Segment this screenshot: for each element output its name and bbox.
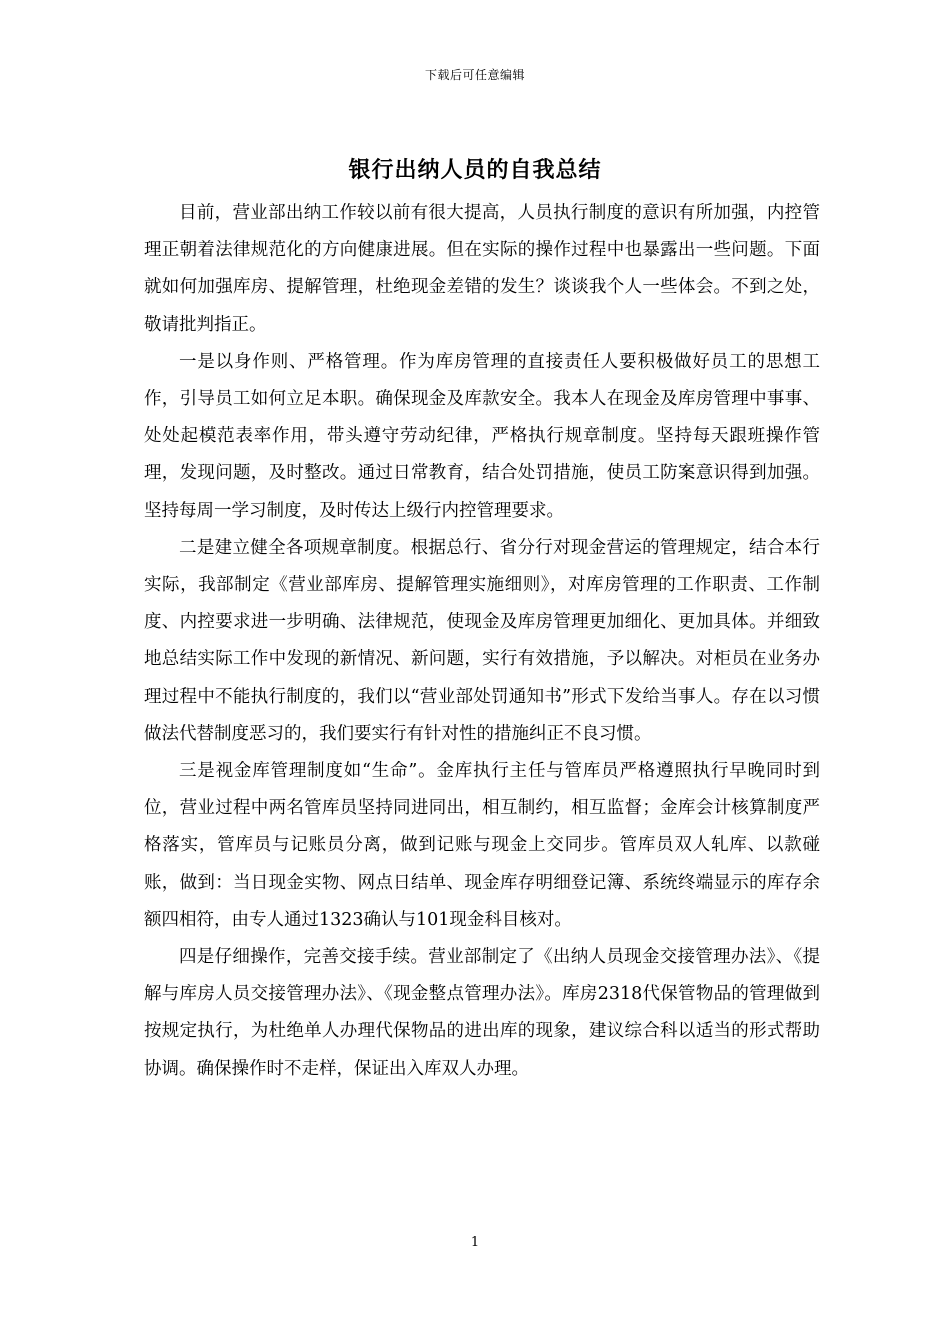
page-header-note: 下载后可任意编辑 (424, 68, 525, 82)
document-title: 银行出纳人员的自我总结 (348, 158, 602, 183)
paragraph-one: 一是以身作则、严格管理。作为库房管理的直接责任人要积极做好员工的思想工作，引导员工如何立足本职。确保现金及库款安全。我本人在现金及库房管理中事事、处处起模范表率作用，带头遵守劳动纪律，严格执行规章制度。坚持每天跟班操作管理，发现问题，及时整改。通过日常教育，结合处罚措施，使员工防案意识得到加强。坚持每周一学习制度，及时传达上级行内控管理要求。 (144, 351, 820, 521)
paragraph-four: 四是仔细操作，完善交接手续。营业部制定了《出纳人员现金交接管理办法》、《提解与库房人员交接管理办法》、《现金整点管理办法》。库房2318代保管物品的管理做到按规定执行，为杜绝单人办理代保物品的进出库的现象，建议综合科以适当的形式帮助协调。确保操作时不走样，保证出入库双人办理。 (144, 947, 820, 1079)
paragraph-intro: 目前，营业部出纳工作较以前有很大提高，人员执行制度的意识有所加强，内控管理正朝着法律规范化的方向健康进展。但在实际的操作过程中也暴露出一些问题。下面就如何加强库房、提解管理，杜绝现金差错的发生？谈谈我个人一些体会。不到之处，敬请批判指正。 (144, 203, 820, 335)
paragraph-two: 二是建立健全各项规章制度。根据总行、省分行对现金营运的管理规定，结合本行实际，我部制定《营业部库房、提解管理实施细则》，对库房管理的工作职责、工作制度、内控要求进一步明确、法律规范，使现金及库房管理更加细化、更加具体。并细致地总结实际工作中发现的新情况、新问题，实行有效措施，予以解决。对柜员在业务办理过程中不能执行制度的，我们以“营业部处罚通知书”形式下发给当事人。存在以习惯做法代替制度恶习的，我们要实行有针对性的措施纠正不良习惯。 (144, 537, 820, 744)
document-body (144, 195, 820, 1088)
paragraph-three: 三是视金库管理制度如“生命”。金库执行主任与管库员严格遵照执行早晚同时到位，营业过程中两名管库员坚持同进同出，相互制约，相互监督；金库会计核算制度严格落实，管库员与记账员分离，做到记账与现金上交同步。管库员双人轧库、以款碰账，做到：当日现金实物、网点日结单、现金库存明细登记簿、系统终端显示的库存余额四相符，由专人通过1323确认与101现金科目核对。 (144, 761, 820, 930)
page-number: 1 (470, 1235, 480, 1250)
